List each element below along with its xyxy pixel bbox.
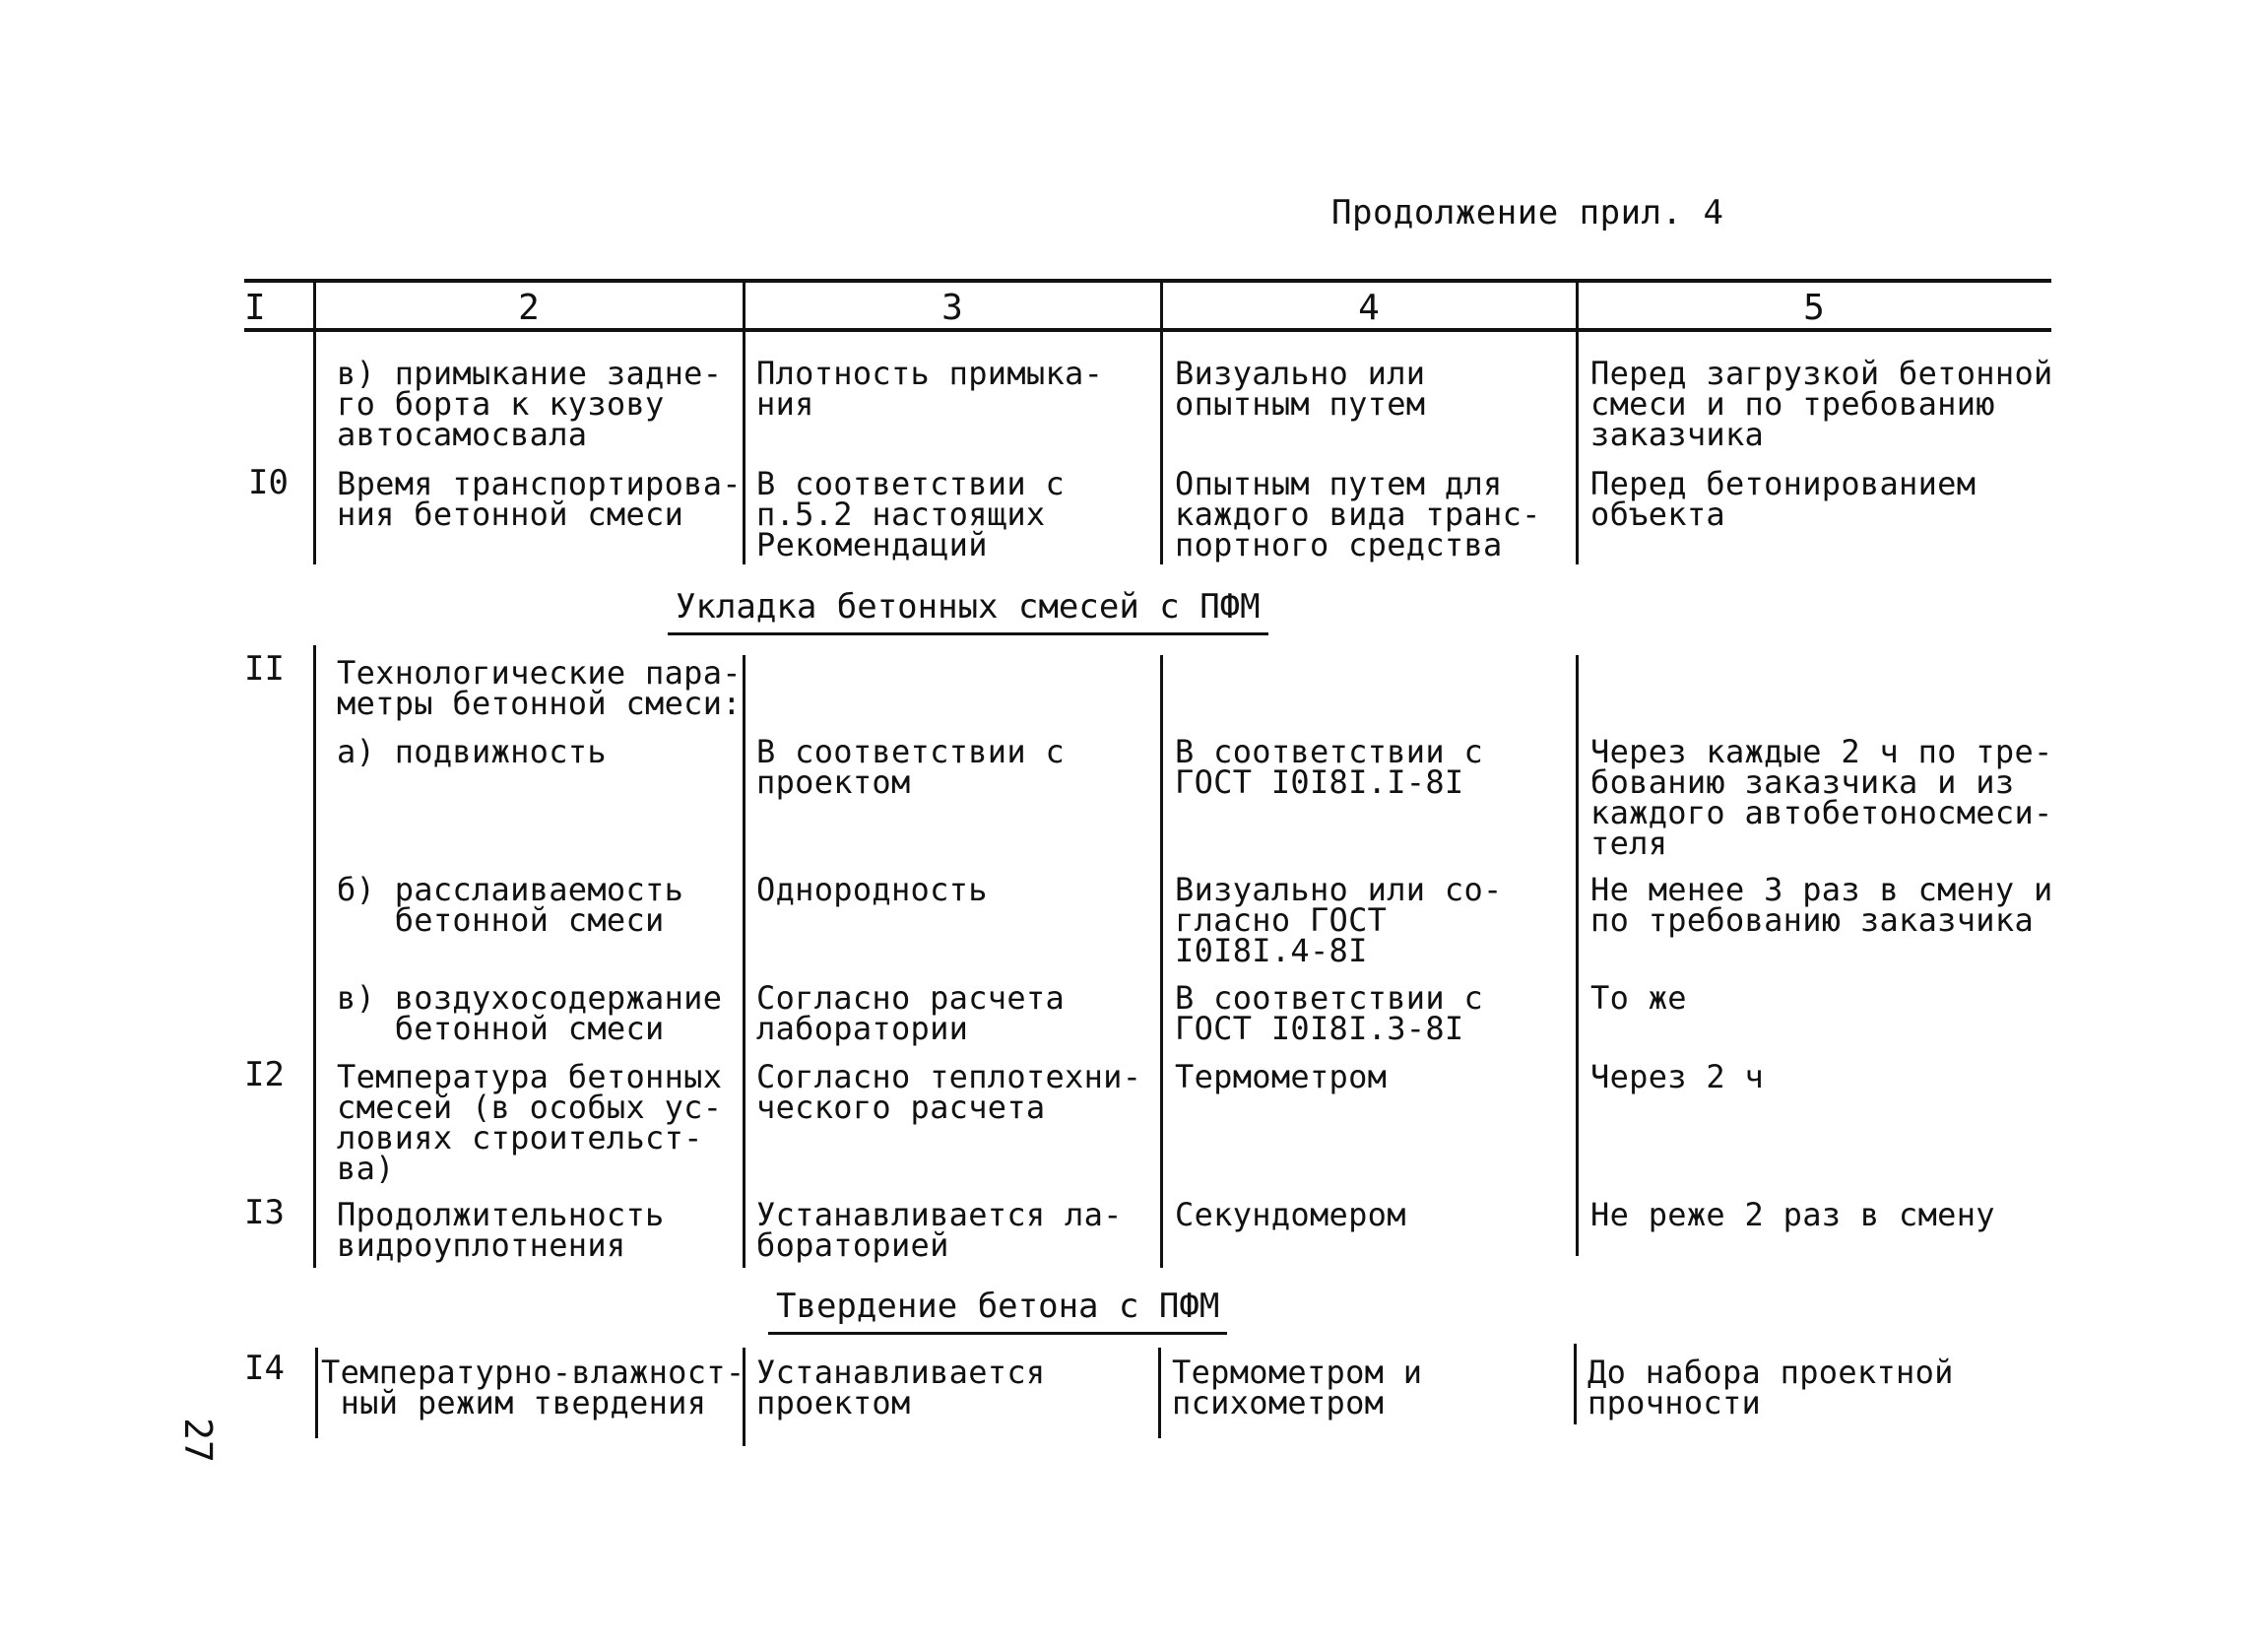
table-row-number: I3 [244,1193,285,1232]
column-number-3: 3 [941,288,963,328]
table-row-number: I2 [244,1055,285,1094]
section-heading-placement: Укладка бетонных смесей с ПФМ [668,587,1268,635]
table-row-cell-parameter: В соответствии с проектом [756,733,1066,801]
block2-divider-1 [313,645,316,1268]
table-row-cell-parameter: Согласно расчета лаборатории [756,979,1066,1047]
block2-divider-2 [743,655,745,1268]
table-row-number: I4 [244,1349,285,1388]
table-top-rule [244,279,2051,283]
table-row-cell-method: В соответствии с ГОСТ I0I8I.3-8I [1175,979,1484,1047]
table-row-cell-parameter: Устанавливается ла- бораторией [756,1196,1123,1264]
table-row-cell-timing: До набора проектной прочности [1588,1354,1954,1421]
header-bottom-rule [244,328,2051,332]
block3-divider-1 [315,1348,318,1438]
table-row-cell-criterion: Продолжительность видроуплотнения [337,1196,665,1264]
table-row-cell-timing: Перед бетонированием объекта [1590,465,1976,533]
column-number-5: 5 [1803,288,1825,328]
table-row-cell-method: Визуально или со- гласно ГОСТ I0I8I.4-8I [1175,871,1503,969]
column-number-2: 2 [518,288,540,328]
table-row-cell-criterion: в) примыкание задне- го борта к кузову автосамосвала [337,355,723,453]
block1-divider-2 [743,330,745,564]
page-number: 27 [175,1418,220,1463]
table-row-cell-method: Термометром [1175,1058,1388,1095]
table-row-cell-method: В соответствии с ГОСТ I0I8I.I-8I [1175,733,1484,801]
table-row-cell-timing: Через 2 ч [1590,1058,1765,1095]
table-row-cell-method: Визуально или опытным путем [1175,355,1426,423]
table-row-cell-timing: Перед загрузкой бетонной смеси и по требованию заказчика [1590,355,2053,453]
table-row-cell-method: Термометром и психометром [1172,1354,1423,1421]
table-row-cell-criterion: Время транспортирова- ния бетонной смеси [337,465,742,533]
table-row-number: I0 [248,463,289,502]
block3-divider-4 [1574,1344,1577,1424]
block1-divider-3 [1160,330,1163,564]
table-row-number: II [244,649,285,689]
block1-divider-4 [1576,330,1579,564]
block1-divider-1 [313,330,316,564]
table-row-cell-timing: То же [1590,979,1687,1017]
table-row-cell-criterion: Технологические пара- метры бетонной смеси: [337,654,742,722]
continuation-caption: Продолжение прил. 4 [1331,193,1724,232]
table-row-cell-parameter: Согласно теплотехни- ческого расчета [756,1058,1142,1126]
table-row-cell-timing: Не реже 2 раз в смену [1590,1196,1995,1233]
table-row-cell-criterion: Температурно-влажност- ный режим твердения [321,1354,745,1421]
table-row-cell-criterion: а) подвижность [337,733,607,770]
table-row-cell-parameter: Однородность [756,871,988,908]
table-row-cell-method: Секундомером [1175,1196,1406,1233]
table-row-cell-criterion: Температура бетонных смесей (в особых ус- ловиях строительст- ва) [337,1058,723,1187]
section-heading-hardening: Твердение бетона с ПФМ [768,1287,1227,1335]
table-row-cell-timing: Не менее 3 раз в смену и по требованию заказчика [1590,871,2053,939]
table-row-cell-timing: Через каждые 2 ч по тре- бованию заказчика и из каждого автобетоносмеси- теля [1590,733,2053,862]
block3-divider-3 [1158,1348,1161,1438]
column-number-4: 4 [1358,288,1380,328]
column-number-1: I [244,288,266,328]
block2-divider-3 [1160,655,1163,1268]
table-row-cell-criterion: б) расслаиваемость бетонной смеси [337,871,684,939]
table-row-cell-parameter: Устанавливается проектом [756,1354,1046,1421]
table-row-cell-criterion: в) воздухосодержание бетонной смеси [337,979,723,1047]
block2-divider-4 [1576,655,1579,1256]
table-row-cell-method: Опытным путем для каждого вида транс- портного средства [1175,465,1541,563]
table-row-cell-parameter: Плотность примыка- ния [756,355,1104,423]
table-row-cell-parameter: В соответствии с п.5.2 настоящих Рекомендаций [756,465,1066,563]
